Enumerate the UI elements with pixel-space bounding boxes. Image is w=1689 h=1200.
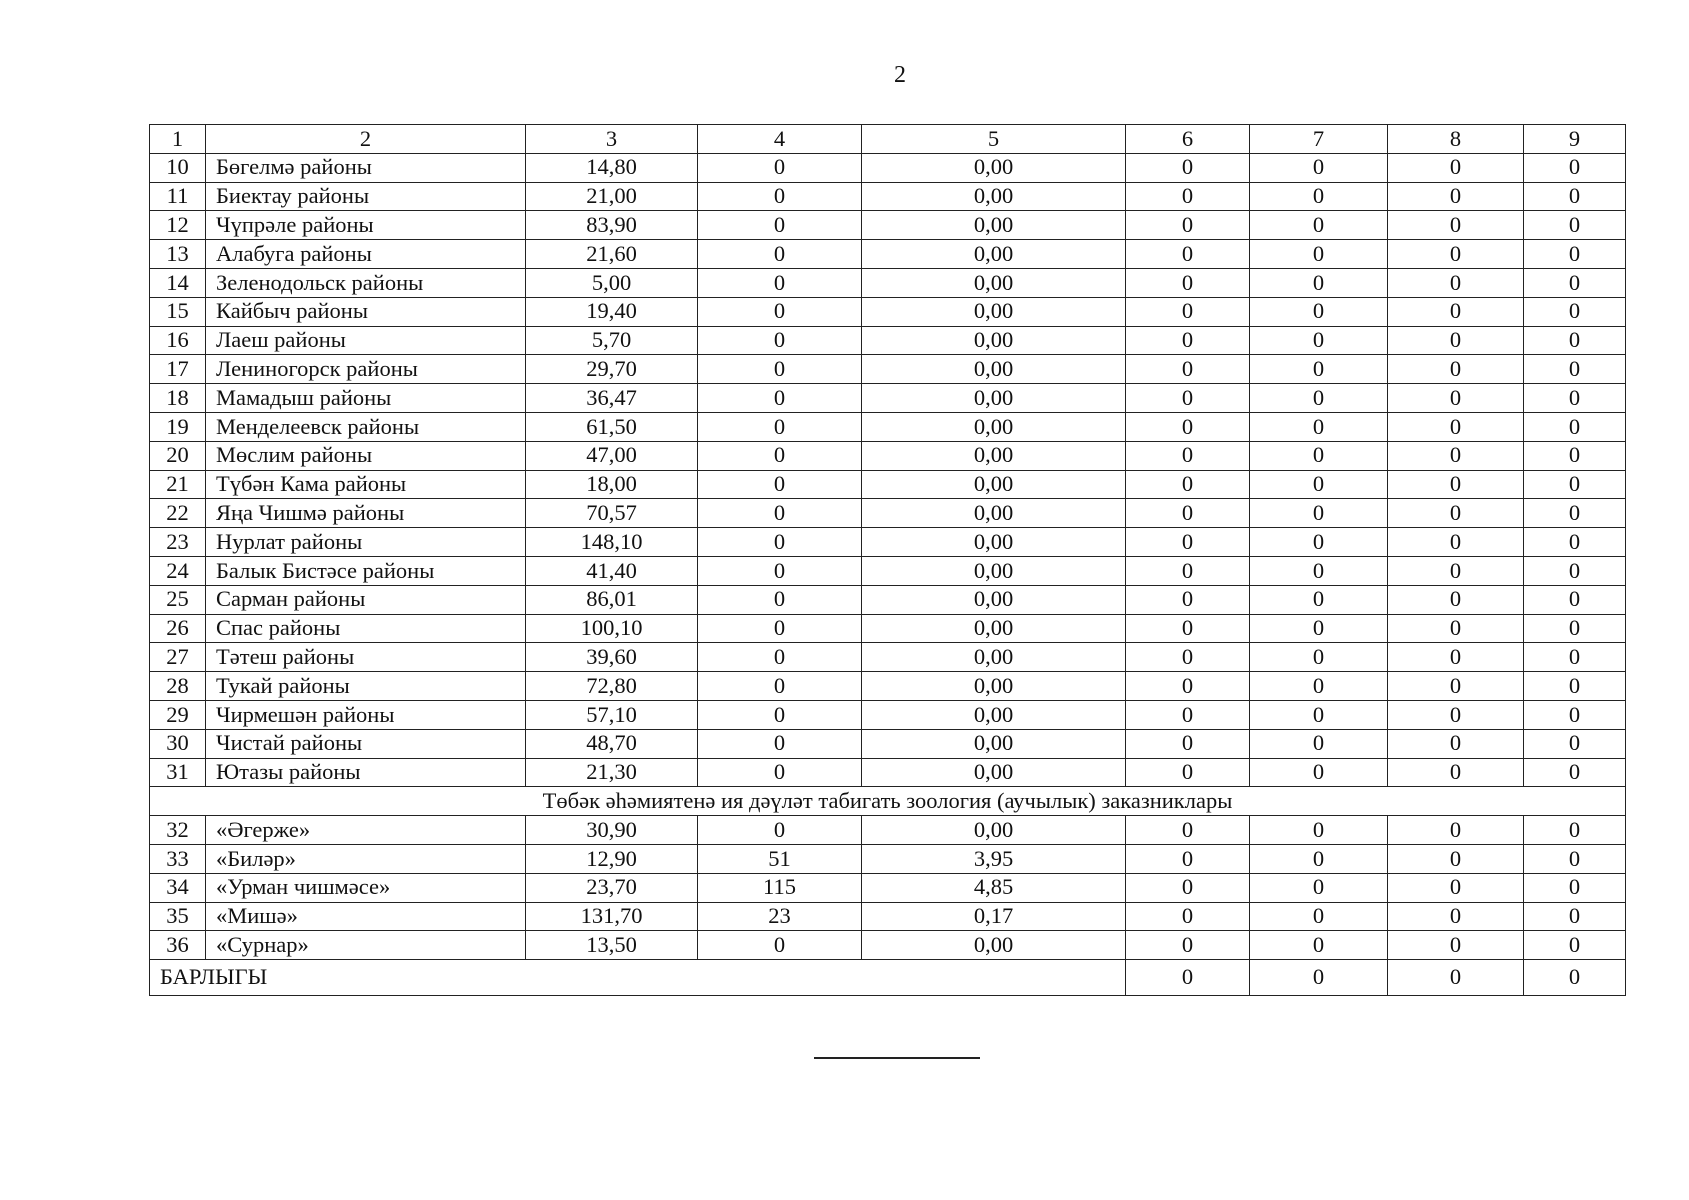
cell-col8: 0 [1388,556,1524,585]
cell-col7: 0 [1250,441,1388,470]
table-row [150,412,1626,441]
cell-col6: 0 [1126,672,1250,701]
cell-col5: 0,00 [862,729,1126,758]
cell-col8: 0 [1388,528,1524,557]
table-row [150,816,1626,845]
cell-name: Спас районы [206,614,526,643]
cell-col4: 0 [698,643,862,672]
cell-col5: 0,00 [862,441,1126,470]
cell-col8: 0 [1388,297,1524,326]
cell-number: 32 [150,816,206,845]
table-row [150,499,1626,528]
cell-col6: 0 [1126,441,1250,470]
cell-number: 30 [150,729,206,758]
table-row [150,268,1626,297]
cell-col7: 0 [1250,412,1388,441]
cell-col6: 0 [1126,556,1250,585]
cell-col7: 0 [1250,672,1388,701]
section-row [150,787,1626,816]
cell-col8: 0 [1388,873,1524,902]
cell-number: 26 [150,614,206,643]
cell-col9: 0 [1524,700,1626,729]
cell-col6: 0 [1126,470,1250,499]
cell-col9: 0 [1524,326,1626,355]
table-row [150,240,1626,269]
cell-number: 28 [150,672,206,701]
cell-col5: 0,00 [862,153,1126,182]
cell-col6: 0 [1126,268,1250,297]
cell-name: Сарман районы [206,585,526,614]
cell-col9: 0 [1524,470,1626,499]
cell-number: 20 [150,441,206,470]
cell-col3: 36,47 [526,384,698,413]
cell-col4: 0 [698,384,862,413]
cell-number: 27 [150,643,206,672]
cell-number: 1 [150,125,206,154]
table-row [150,873,1626,902]
cell-col4: 0 [698,528,862,557]
cell-col4: 0 [698,700,862,729]
cell-col9: 9 [1524,125,1626,154]
data-table [149,124,1626,996]
cell-col8: 0 [1388,412,1524,441]
cell-col6: 0 [1126,412,1250,441]
cell-col9: 0 [1524,729,1626,758]
cell-col4: 51 [698,844,862,873]
cell-col5: 0,00 [862,499,1126,528]
cell-col5: 0,00 [862,556,1126,585]
cell-col3: 12,90 [526,844,698,873]
table-row [150,643,1626,672]
cell-number: 29 [150,700,206,729]
cell-col5: 0,00 [862,816,1126,845]
cell-col7: 0 [1250,355,1388,384]
table-row [150,153,1626,182]
cell-col6: 0 [1126,758,1250,787]
cell-col3: 39,60 [526,643,698,672]
table-row [150,844,1626,873]
cell-name: Балык Бистәсе районы [206,556,526,585]
cell-col8: 0 [1388,902,1524,931]
cell-number: 14 [150,268,206,297]
cell-col5: 0,00 [862,470,1126,499]
cell-col5: 0,00 [862,643,1126,672]
cell-col9: 0 [1524,441,1626,470]
total-col8: 0 [1388,960,1524,996]
cell-col7: 0 [1250,211,1388,240]
cell-col4: 0 [698,240,862,269]
table-row [150,211,1626,240]
cell-col6: 0 [1126,211,1250,240]
cell-number: 35 [150,902,206,931]
table-row [150,182,1626,211]
cell-col9: 0 [1524,816,1626,845]
cell-col8: 0 [1388,931,1524,960]
cell-name: Лениногорск районы [206,355,526,384]
cell-col7: 0 [1250,931,1388,960]
cell-number: 17 [150,355,206,384]
cell-col6: 0 [1126,240,1250,269]
total-col7: 0 [1250,960,1388,996]
cell-col6: 0 [1126,729,1250,758]
cell-number: 11 [150,182,206,211]
cell-col9: 0 [1524,240,1626,269]
cell-col6: 0 [1126,528,1250,557]
cell-col3: 14,80 [526,153,698,182]
cell-col5: 0,00 [862,355,1126,384]
cell-name: Биектау районы [206,182,526,211]
header-row [150,125,1626,154]
cell-col5: 0,00 [862,672,1126,701]
cell-col3: 21,30 [526,758,698,787]
cell-number: 23 [150,528,206,557]
cell-col9: 0 [1524,614,1626,643]
cell-col6: 0 [1126,384,1250,413]
cell-col6: 0 [1126,585,1250,614]
table-row [150,614,1626,643]
cell-name: 2 [206,125,526,154]
cell-col8: 0 [1388,182,1524,211]
cell-col7: 0 [1250,326,1388,355]
cell-col7: 0 [1250,844,1388,873]
cell-col9: 0 [1524,873,1626,902]
cell-col7: 0 [1250,470,1388,499]
cell-col6: 0 [1126,499,1250,528]
cell-name: Нурлат районы [206,528,526,557]
cell-name: Лаеш районы [206,326,526,355]
cell-col6: 0 [1126,643,1250,672]
cell-col3: 72,80 [526,672,698,701]
cell-col9: 0 [1524,643,1626,672]
table-row [150,585,1626,614]
cell-number: 16 [150,326,206,355]
cell-col8: 0 [1388,240,1524,269]
cell-col4: 0 [698,211,862,240]
cell-col5: 0,00 [862,384,1126,413]
cell-col7: 0 [1250,729,1388,758]
cell-col9: 0 [1524,499,1626,528]
cell-col9: 0 [1524,297,1626,326]
cell-col6: 6 [1126,125,1250,154]
footer-separator-line [814,1057,980,1059]
cell-col8: 0 [1388,816,1524,845]
cell-col8: 0 [1388,355,1524,384]
cell-col8: 0 [1388,643,1524,672]
page-number: 2 [894,62,906,88]
cell-col3: 5,00 [526,268,698,297]
cell-col9: 0 [1524,182,1626,211]
cell-col7: 0 [1250,700,1388,729]
table-row [150,556,1626,585]
cell-col5: 3,95 [862,844,1126,873]
cell-name: Бөгелмә районы [206,153,526,182]
cell-col5: 0,17 [862,902,1126,931]
table-row [150,355,1626,384]
cell-col8: 0 [1388,441,1524,470]
cell-col7: 0 [1250,873,1388,902]
cell-col4: 0 [698,326,862,355]
cell-col9: 0 [1524,355,1626,384]
cell-col8: 0 [1388,700,1524,729]
cell-name: «Мишә» [206,902,526,931]
cell-col3: 86,01 [526,585,698,614]
cell-col3: 21,60 [526,240,698,269]
cell-col8: 0 [1388,672,1524,701]
cell-col4: 0 [698,153,862,182]
cell-col7: 0 [1250,585,1388,614]
cell-col5: 0,00 [862,182,1126,211]
total-col9: 0 [1524,960,1626,996]
total-row [150,960,1626,996]
cell-col3: 19,40 [526,297,698,326]
cell-col5: 4,85 [862,873,1126,902]
cell-col7: 0 [1250,153,1388,182]
cell-col4: 0 [698,268,862,297]
cell-col6: 0 [1126,844,1250,873]
cell-col3: 148,10 [526,528,698,557]
cell-number: 15 [150,297,206,326]
cell-col3: 3 [526,125,698,154]
total-label: БАРЛЫГЫ [150,960,1126,996]
cell-col5: 0,00 [862,268,1126,297]
cell-col3: 5,70 [526,326,698,355]
cell-name: Алабуга районы [206,240,526,269]
cell-col8: 0 [1388,211,1524,240]
cell-col7: 0 [1250,499,1388,528]
cell-name: «Биләр» [206,844,526,873]
cell-col4: 0 [698,297,862,326]
cell-name: Тукай районы [206,672,526,701]
cell-col4: 115 [698,873,862,902]
table-row [150,470,1626,499]
cell-col6: 0 [1126,182,1250,211]
cell-col5: 0,00 [862,614,1126,643]
cell-col8: 0 [1388,470,1524,499]
cell-col3: 48,70 [526,729,698,758]
cell-col4: 0 [698,412,862,441]
cell-number: 12 [150,211,206,240]
cell-col6: 0 [1126,153,1250,182]
cell-number: 24 [150,556,206,585]
table-row [150,326,1626,355]
cell-col5: 0,00 [862,528,1126,557]
cell-col7: 0 [1250,614,1388,643]
cell-col9: 0 [1524,268,1626,297]
cell-name: Түбән Кама районы [206,470,526,499]
cell-col7: 0 [1250,902,1388,931]
cell-col4: 0 [698,931,862,960]
cell-number: 13 [150,240,206,269]
cell-col5: 0,00 [862,326,1126,355]
cell-col5: 0,00 [862,240,1126,269]
cell-col9: 0 [1524,211,1626,240]
cell-col5: 0,00 [862,412,1126,441]
cell-col3: 13,50 [526,931,698,960]
table-row [150,700,1626,729]
cell-col7: 0 [1250,643,1388,672]
cell-name: Менделеевск районы [206,412,526,441]
cell-name: «Әгерже» [206,816,526,845]
cell-col3: 131,70 [526,902,698,931]
cell-col6: 0 [1126,297,1250,326]
cell-name: Чистай районы [206,729,526,758]
cell-col3: 29,70 [526,355,698,384]
table-row [150,384,1626,413]
table-row [150,441,1626,470]
cell-col6: 0 [1126,902,1250,931]
table-row [150,729,1626,758]
cell-col5: 0,00 [862,585,1126,614]
cell-name: Мөслим районы [206,441,526,470]
cell-number: 33 [150,844,206,873]
cell-col3: 57,10 [526,700,698,729]
table-row [150,297,1626,326]
cell-col3: 18,00 [526,470,698,499]
cell-col4: 0 [698,585,862,614]
cell-col7: 0 [1250,268,1388,297]
table-row [150,528,1626,557]
cell-col3: 83,90 [526,211,698,240]
cell-col9: 0 [1524,384,1626,413]
cell-col9: 0 [1524,153,1626,182]
cell-col4: 23 [698,902,862,931]
cell-col3: 41,40 [526,556,698,585]
cell-col7: 0 [1250,240,1388,269]
cell-col3: 21,00 [526,182,698,211]
cell-col5: 0,00 [862,700,1126,729]
cell-col3: 30,90 [526,816,698,845]
table-row [150,758,1626,787]
cell-col4: 0 [698,441,862,470]
cell-name: «Сурнар» [206,931,526,960]
cell-number: 19 [150,412,206,441]
cell-col4: 0 [698,556,862,585]
cell-col9: 0 [1524,556,1626,585]
cell-col8: 8 [1388,125,1524,154]
cell-col7: 7 [1250,125,1388,154]
cell-col5: 0,00 [862,211,1126,240]
cell-col8: 0 [1388,758,1524,787]
cell-col4: 0 [698,816,862,845]
cell-col9: 0 [1524,528,1626,557]
cell-number: 25 [150,585,206,614]
cell-col9: 0 [1524,672,1626,701]
cell-col8: 0 [1388,729,1524,758]
cell-col5: 5 [862,125,1126,154]
cell-name: Чирмешән районы [206,700,526,729]
cell-col4: 0 [698,614,862,643]
cell-col4: 0 [698,758,862,787]
cell-col7: 0 [1250,528,1388,557]
cell-col5: 0,00 [862,931,1126,960]
cell-number: 22 [150,499,206,528]
cell-col9: 0 [1524,844,1626,873]
cell-col4: 0 [698,729,862,758]
cell-number: 34 [150,873,206,902]
table-row [150,931,1626,960]
cell-col4: 0 [698,499,862,528]
cell-name: Мамадыш районы [206,384,526,413]
cell-col9: 0 [1524,412,1626,441]
cell-name: Чүпрәле районы [206,211,526,240]
cell-col5: 0,00 [862,297,1126,326]
table-row [150,672,1626,701]
cell-col4: 0 [698,355,862,384]
cell-col8: 0 [1388,844,1524,873]
total-col6: 0 [1126,960,1250,996]
cell-col4: 0 [698,182,862,211]
cell-name: Зеленодольск районы [206,268,526,297]
cell-col9: 0 [1524,931,1626,960]
cell-col7: 0 [1250,556,1388,585]
cell-col6: 0 [1126,816,1250,845]
cell-col8: 0 [1388,614,1524,643]
cell-col7: 0 [1250,182,1388,211]
cell-col6: 0 [1126,700,1250,729]
cell-number: 36 [150,931,206,960]
cell-col6: 0 [1126,873,1250,902]
table-row [150,902,1626,931]
cell-col8: 0 [1388,268,1524,297]
cell-col6: 0 [1126,931,1250,960]
cell-col9: 0 [1524,902,1626,931]
cell-col8: 0 [1388,499,1524,528]
cell-number: 10 [150,153,206,182]
cell-number: 21 [150,470,206,499]
cell-name: Ютазы районы [206,758,526,787]
cell-col4: 0 [698,470,862,499]
cell-col8: 0 [1388,326,1524,355]
cell-name: Яңа Чишмә районы [206,499,526,528]
cell-col8: 0 [1388,153,1524,182]
cell-col7: 0 [1250,816,1388,845]
cell-col9: 0 [1524,585,1626,614]
cell-col6: 0 [1126,355,1250,384]
cell-col3: 23,70 [526,873,698,902]
cell-col8: 0 [1388,585,1524,614]
cell-col5: 0,00 [862,758,1126,787]
cell-col7: 0 [1250,758,1388,787]
cell-number: 18 [150,384,206,413]
cell-name: Кайбыч районы [206,297,526,326]
cell-col3: 61,50 [526,412,698,441]
cell-name: «Урман чишмәсе» [206,873,526,902]
cell-col3: 47,00 [526,441,698,470]
section-title: Төбәк әһәмиятенә ия дәүләт табигать зоология (аучылык) заказниклары [150,787,1626,816]
cell-col6: 0 [1126,614,1250,643]
cell-col3: 70,57 [526,499,698,528]
cell-col7: 0 [1250,297,1388,326]
cell-col8: 0 [1388,384,1524,413]
cell-col4: 0 [698,672,862,701]
cell-col7: 0 [1250,384,1388,413]
cell-number: 31 [150,758,206,787]
cell-col3: 100,10 [526,614,698,643]
cell-col4: 4 [698,125,862,154]
cell-col9: 0 [1524,758,1626,787]
cell-col6: 0 [1126,326,1250,355]
cell-name: Тәтеш районы [206,643,526,672]
